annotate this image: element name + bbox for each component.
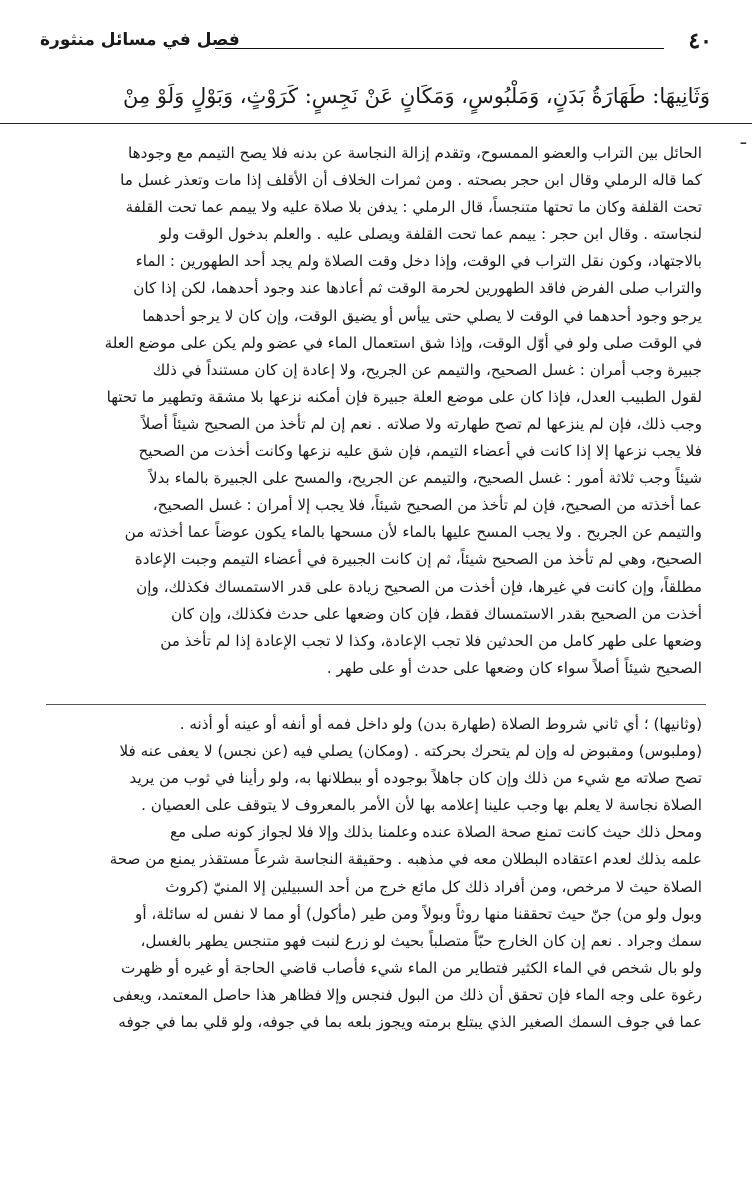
header-rule [215, 48, 664, 49]
text-line: ومحل ذلك حيث كانت تمنع صحة الصلاة عنده وعلمنا بذلك وإلا فلا لجواز كونه صلى مع [169, 823, 702, 842]
text-line: يرجو وجود أحدهما في الوقت لا يصلي حتى ييأس أو يضيق الوقت، وإن كان لا يرجو أحدهما [142, 306, 702, 325]
text-line: (وملبوس) ومقبوض له وإن لم يتحرك بحركته . (ومكان) يصلي فيه (عن نجس) لا يعفى عنه فلا [119, 742, 702, 761]
text-line: الحائل بين التراب والعضو الممسوح، وتقدم إزالة النجاسة عن بدنه فلا يصح التيمم مع وجودها [127, 144, 702, 162]
text-line: والتراب صلى الفرض فاقد الطهورين لحرمة الوقت ثم أعادها عند وجود أحدهما، لكن إذا كان [133, 279, 702, 298]
matn-line: وَثَانِيهَا: طَهَارَةُ بَدَنٍ، وَمَلْبُوسٍ، وَمَكَانٍ عَنْ نَجِسٍ: كَرَوْثٍ، وَبَوْلٍ وَلَوْ مِنْ [123, 84, 710, 108]
text-line: الصلاة نجاسة لا يعلم بها وجب علينا إعلامه بها لأن الأمر بالمعروف لا يتوقف على العصيان . [141, 796, 702, 815]
text-line: الصلاة حيث لا مرخص، ومن أفراد ذلك كل مائع خرج من أحد السبيلين إلا المنيّ (كروث [165, 877, 702, 896]
text-line: تصح صلاته مع شيء من ذلك وإن كان جاهلاً بوجوده أو ببطلانها به، ولو رأينا في ثوب من يريد [129, 769, 702, 788]
text-line: أخذت من الصحيح بقدر الاستمساك فقط، فإن كان وضعها على حدث فكذلك، وإن كان [171, 604, 702, 623]
text-line: في الوقت صلى ولو في أوّل الوقت، وإذا شق استعمال الماء في عضو ولم يكن على موضع العلة [104, 333, 702, 352]
text-line: علمه بذلك لعدم اعتقاده البطلان معه في مذهبه . وحقيقة النجاسة شرعاً مستقذر يمنع من صحة [109, 850, 702, 869]
commentary-block-2 [48, 711, 702, 1036]
text-line: عما أخذته من الصحيح، فإن لم تأخذ من الصحيح شيئاً، فلا يجب إلا أمران : غسل الصحيح، [152, 496, 702, 515]
text-line: لنجاسته . وقال ابن حجر : ييمم عما تحت القلفة ويصلى عليه . والعلم بدخول الوقت ولو [159, 225, 702, 244]
page-number: ٤٠ [688, 28, 712, 54]
matn-separator [0, 123, 752, 124]
text-line: شيئاً وجب ثلاثة أمور : غسل الصحيح، والتيمم عن الجريح، والمسح على الجبيرة بالماء بدلاً [148, 469, 702, 488]
text-line: (وثانيها) ؛ أي ثاني شروط الصلاة (طهارة بدن) ولو داخل فمه أو أنفه أو عينه أو أذنه . [179, 715, 702, 733]
text-line: رغوة على وجه الماء فإن تحقق أن ذلك من البول فنجس وإلا فظاهر هذا حاصل المعتمد، ويعفى [112, 985, 702, 1004]
margin-mark: ـ [740, 128, 746, 149]
text-line: كما قاله الرملي وقال ابن حجر بصحته . ومن ثمرات الخلاف أن الأقلف إذا مات وتعذر غسل ما [120, 171, 702, 190]
text-line: سمك وجراد . نعم إن كان الخارج حبّاً متصلباً بحيث لو زرع لنبت فهو متنجس يطهر بالغسل، [140, 931, 702, 950]
text-line: مطلقاً، وإن كانت في غيرها، فإن أخذت من الصحيح زيادة على قدر الاستمساك فكذلك، وإن [136, 577, 702, 596]
text-line: بالاجتهاد، وكون نقل التراب في الوقت، وإذا دخل وقت الصلاة ولم يجد أحد الطهورين : الماء [135, 252, 702, 271]
text-line: فلا يجب نزعها إلا إذا كانت في أعضاء التيمم، فإن شق عليه نزعها وكانت أخذت من الصحيح [138, 442, 702, 461]
text-line: وجب ذلك، فإن لم ينزعها لم تصح طهارته ولا صلاته . نعم إن لم تأخذ من الصحيح شيئاً أصلاً [141, 414, 702, 433]
text-line: الصحيح، وهي لم تأخذ من الصحيح شيئاً، ثم إن كانت الجبيرة في أعضاء التيمم وجبت الإعادة [134, 550, 702, 569]
text-line: وضعها على طهر كامل من الحدثين فلا تجب الإعادة، وكذا لا تجب الإعادة إذا لم تأخذ من [160, 631, 702, 650]
section-divider [46, 704, 706, 705]
text-line: تحت القلفة وكان ما تحتها متنجساً، قال الرملي : يدفن بلا صلاة عليه ولا ييمم عما تحت القلفة [125, 198, 702, 217]
running-header [40, 28, 712, 60]
text-line: الصحيح شيئاً أصلاً سواء كان وضعها على حدث أو على طهر . [326, 658, 702, 677]
running-title: فصل في مسائل منثورة [40, 30, 240, 50]
text-line: جبيرة وجب أمران : غسل الصحيح، والتيمم عن الجريح، ولا إعادة إن كان مستنداً في ذلك [152, 360, 702, 379]
text-line: ولو بال شخص في الماء الكثير فتطاير من الماء شيء فأصاب قاضي الحاجة أو غيره أو ظهرت [120, 958, 702, 977]
text-line: وبول ولو من) جنّ حيث تحققنا منها روثاً وبولاً ومن طير (مأكول) أو مما لا نفس له سائلة، أو [135, 904, 702, 923]
text-line: والتيمم عن الجريح . ولا يجب المسح عليها بالماء لأن مسحها بالماء يكون عوضاً عما أخذته من [124, 523, 702, 542]
commentary-block-1 [48, 140, 702, 682]
text-line: لقول الطبيب العدل، فإذا كان على موضع العلة جبيرة فإن أمكنه نزعها بلا مشقة وتطهير ما تحتها [106, 387, 702, 406]
text-line: عما في جوف السمك الصغير الذي يبتلع برمته ويجوز بلعه بما في جوفه، ولو قلي بما في جوفه [118, 1013, 702, 1032]
